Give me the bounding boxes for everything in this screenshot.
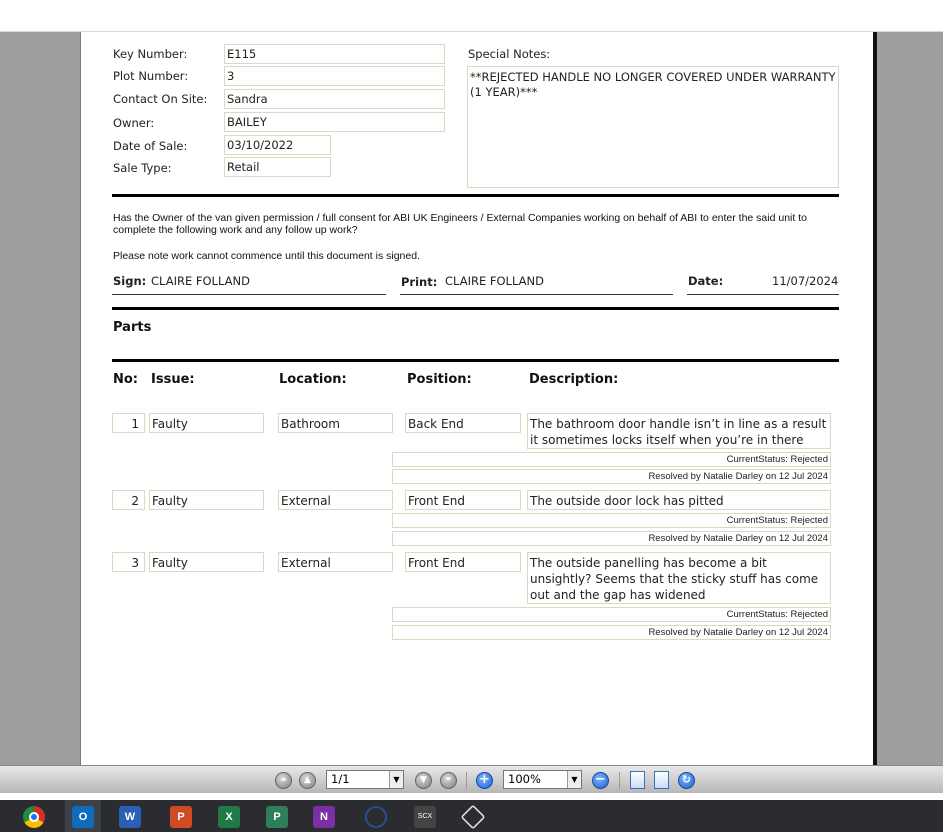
column-header-description: Description: [529,372,619,387]
contact-on-site-field[interactable]: Sandra [224,89,445,109]
sale-type-label: Sale Type: [113,161,172,175]
fit-width-icon[interactable] [630,771,645,789]
section-divider [112,194,839,197]
date-of-sale-field[interactable]: 03/10/2022 [224,135,331,155]
part-resolved: Resolved by Natalie Darley on 12 Jul 2024 [392,531,831,546]
sign-label: Sign: [113,274,147,288]
project-glyph: P [273,811,281,823]
date-label: Date: [688,274,724,288]
powerpoint-glyph: P [177,811,185,823]
next-page-icon[interactable]: ▼ [415,772,432,789]
zoom-select[interactable] [503,770,582,789]
excel-glyph: X [225,811,233,823]
page-number-select[interactable] [326,770,404,789]
chrome-icon[interactable] [23,806,45,828]
powerpoint-icon[interactable] [170,806,192,828]
part-status: CurrentStatus: Rejected [392,607,831,622]
onenote-icon[interactable] [313,806,335,828]
consent-note: Please note work cannot commence until this document is signed. [113,250,420,262]
special-notes-label: Special Notes: [468,47,551,61]
sign-value[interactable]: CLAIRE FOLLAND [151,274,250,288]
chevron-down-icon[interactable]: ▼ [567,771,581,788]
zoom-value: 100% [508,772,541,786]
onenote-glyph: N [320,811,328,823]
previous-page-icon[interactable]: ▲ [299,772,316,789]
rotate-icon[interactable]: ↻ [678,772,695,789]
toolbar-separator [466,772,467,789]
outlook-glyph: O [78,811,88,823]
part-issue: Faulty [149,552,264,572]
parts-title: Parts [113,320,152,335]
part-position: Front End [405,552,521,572]
column-header-no: No: [113,372,139,387]
date-of-sale-label: Date of Sale: [113,139,188,153]
project-icon[interactable] [266,806,288,828]
part-position: Front End [405,490,521,510]
print-value[interactable]: CLAIRE FOLLAND [445,274,544,288]
scx-icon[interactable] [414,806,436,828]
first-page-icon[interactable]: ⏶ [275,772,292,789]
special-notes-field[interactable]: **REJECTED HANDLE NO LONGER COVERED UNDER WARRANTY (1 YEAR)*** [467,66,839,188]
outlook-icon[interactable] [72,806,94,828]
section-divider [112,359,839,362]
zoom-out-icon[interactable]: − [592,772,609,789]
zoom-in-icon[interactable]: + [476,772,493,789]
part-resolved: Resolved by Natalie Darley on 12 Jul 2024 [392,469,831,484]
part-status: CurrentStatus: Rejected [392,452,831,467]
part-resolved: Resolved by Natalie Darley on 12 Jul 2024 [392,625,831,640]
part-position: Back End [405,413,521,433]
part-status: CurrentStatus: Rejected [392,513,831,528]
word-glyph: W [124,811,136,823]
section-divider [112,307,839,310]
fit-page-icon[interactable] [654,771,669,789]
part-number: 2 [112,490,145,510]
excel-icon[interactable] [218,806,240,828]
sign-line [112,294,386,295]
browser-top-bar [0,0,943,32]
part-description: The outside panelling has become a bit unsightly? Seems that the sticky stuff has come out and the gap has widened [527,552,831,604]
plot-number-label: Plot Number: [113,69,189,83]
word-icon[interactable] [119,806,141,828]
plot-number-field[interactable]: 3 [224,66,445,86]
page-number-value: 1/1 [331,772,350,786]
consent-question: Has the Owner of the van given permission / full consent for ABI UK Engineers / External Companies working on behalf of ABI to enter the said unit to complete the following work and any follow up work? [113,212,807,236]
column-header-location: Location: [279,372,347,387]
part-description: The outside door lock has pitted [527,490,831,510]
part-issue: Faulty [149,490,264,510]
date-value[interactable]: 11/07/2024 [772,274,839,288]
network-icon[interactable] [365,806,387,828]
print-line [400,294,673,295]
part-location: External [278,490,393,510]
owner-field[interactable]: BAILEY [224,112,445,132]
pdf-toolbar [0,765,943,794]
part-location: External [278,552,393,572]
part-number: 1 [112,413,145,433]
column-header-issue: Issue: [151,372,195,387]
toolbar-gap [0,793,943,800]
part-issue: Faulty [149,413,264,433]
contact-on-site-label: Contact On Site: [113,92,208,106]
print-label: Print: [401,275,438,289]
last-page-icon[interactable]: ⏷ [440,772,457,789]
part-location: Bathroom [278,413,393,433]
part-number: 3 [112,552,145,572]
key-number-label: Key Number: [113,47,188,61]
owner-label: Owner: [113,116,155,130]
document-viewer[interactable] [0,32,943,765]
toolbar-separator [619,772,620,789]
date-line [687,294,839,295]
key-number-field[interactable]: E115 [224,44,445,64]
scx-glyph: SCX [417,813,433,820]
column-header-position: Position: [407,372,472,387]
document-page [80,32,874,765]
page-edge-shadow [873,32,877,765]
sale-type-field[interactable]: Retail [224,157,331,177]
part-description: The bathroom door handle isn’t in line as a result it sometimes locks itself when you’re in there [527,413,831,449]
chevron-down-icon[interactable]: ▼ [389,771,403,788]
